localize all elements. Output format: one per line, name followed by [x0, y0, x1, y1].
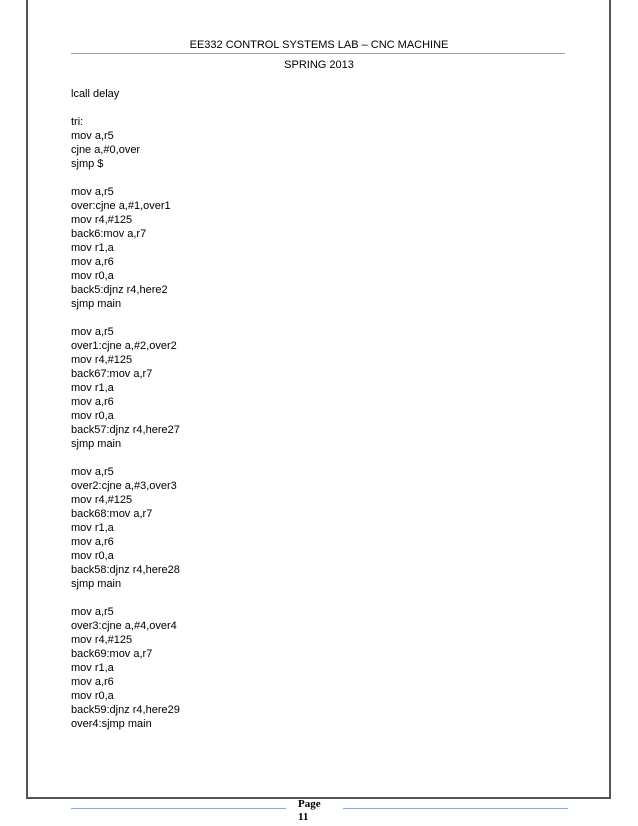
code-line: over4:sjmp main [71, 718, 152, 730]
code-line: over2:cjne a,#3,over3 [71, 480, 177, 492]
code-line: sjmp main [71, 578, 122, 590]
code-line: cjne a,#0,over [71, 144, 141, 156]
code-line: mov a,r5 [71, 130, 114, 142]
code-line: mov a,r6 [71, 396, 114, 408]
header-subtitle: SPRING 2013 [284, 59, 354, 71]
blank-line [71, 311, 551, 325]
code-line: mov r0,a [71, 690, 114, 702]
code-line: mov r0,a [71, 550, 114, 562]
blank-line [71, 451, 551, 465]
code-line: mov r0,a [71, 270, 114, 282]
code-line: mov r1,a [71, 662, 114, 674]
code-line: mov r1,a [71, 522, 114, 534]
code-line: lcall delay [71, 88, 120, 100]
code-line: tri: [71, 116, 84, 128]
code-line: back57:djnz r4,here27 [71, 424, 180, 436]
code-line: mov r4,#125 [71, 354, 133, 366]
code-line: mov r4,#125 [71, 634, 133, 646]
code-line: mov a,r5 [71, 326, 114, 338]
code-line: mov a,r5 [71, 466, 114, 478]
blank-line [71, 101, 551, 115]
page-label: Page [298, 798, 321, 810]
footer-rule-right [343, 808, 568, 809]
code-line: mov a,r5 [71, 606, 114, 618]
code-line: mov r4,#125 [71, 494, 133, 506]
code-line: mov r1,a [71, 242, 114, 254]
blank-line [71, 171, 551, 185]
code-line: over1:cjne a,#2,over2 [71, 340, 177, 352]
code-line: mov r0,a [71, 410, 114, 422]
code-line: mov a,r5 [71, 186, 114, 198]
code-line: back59:djnz r4,here29 [71, 704, 180, 716]
code-line: back68:mov a,r7 [71, 508, 153, 520]
code-listing [71, 87, 551, 731]
code-line: over:cjne a,#1,over1 [71, 200, 171, 212]
page-number-block [298, 798, 338, 824]
code-line: sjmp $ [71, 158, 104, 170]
header-title: EE332 CONTROL SYSTEMS LAB – CNC MACHINE [189, 39, 449, 51]
code-line: mov a,r6 [71, 676, 114, 688]
code-line: mov r1,a [71, 382, 114, 394]
code-line: back58:djnz r4,here28 [71, 564, 180, 576]
code-line: back67:mov a,r7 [71, 368, 153, 380]
code-line: back6:mov a,r7 [71, 228, 147, 240]
code-line: sjmp main [71, 438, 122, 450]
footer-rule-left [71, 808, 286, 809]
code-line: over3:cjne a,#4,over4 [71, 620, 177, 632]
code-line: sjmp main [71, 298, 122, 310]
code-line: mov a,r6 [71, 256, 114, 268]
page-number: 11 [298, 811, 309, 823]
code-line: mov r4,#125 [71, 214, 133, 226]
blank-line [71, 591, 551, 605]
code-line: back69:mov a,r7 [71, 648, 153, 660]
code-line: back5:djnz r4,here2 [71, 284, 168, 296]
code-line: mov a,r6 [71, 536, 114, 548]
header-rule [71, 53, 565, 54]
